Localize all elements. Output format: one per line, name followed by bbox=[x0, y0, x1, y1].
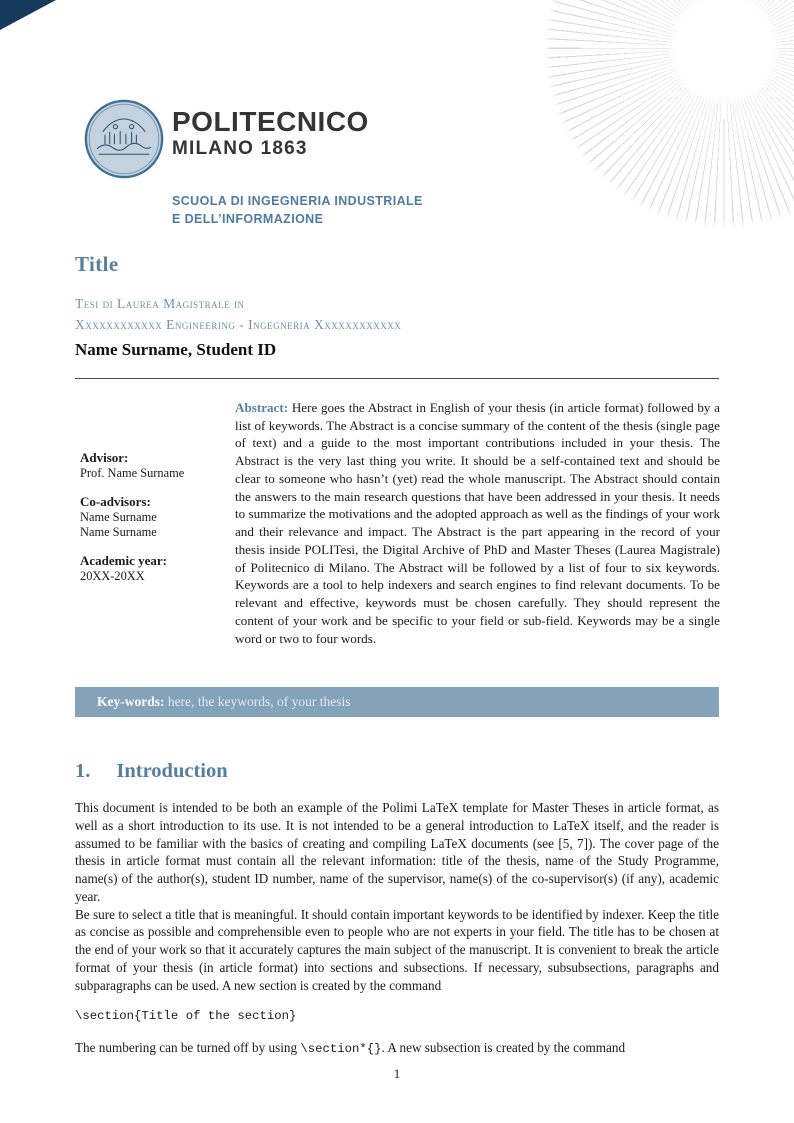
sunburst-decoration bbox=[514, 0, 794, 260]
corner-decoration bbox=[0, 0, 56, 30]
thesis-series-line2: Xxxxxxxxxxxx Engineering - Ingegneria Xxxxxxxxxxxx bbox=[75, 316, 402, 332]
abstract-paragraph bbox=[235, 399, 720, 647]
academic-year-value: 20XX-20XX bbox=[80, 568, 145, 583]
abstract-text: Here goes the Abstract in English of your thesis (in article format) followed by a list of keywords. The Abstract is a concise summary of the content of the thesis (single page of text) and a guide to the most important contributions included in your thesis. The Abstract is the very last thing you write. It should be a self-contained text and should be clear to someone who hasn’t (yet) read the whole manuscript. The Abstract should contain the answers to the main research questions that have been addressed in your thesis. It needs to summarize the motivations and the adopted approach as well as the findings of your work and their relevance and impact. The Abstract is the part appearing in the record of your thesis inside POLITesi, the Digital Archive of PhD and Master Theses (Laurea Magistrale) of Politecnico di Milano. The Abstract will be followed by a list of four to six keywords. Keywords are a tool to help indexers and search engines to find relevant documents. To be relevant and effective, keywords must be chosen carefully. They should represent the content of your work and be specific to your field or sub-field. Keywords may be a single word or two to four words. bbox=[235, 400, 720, 646]
advisor-group bbox=[80, 450, 228, 481]
advisor-name: Prof. Name Surname bbox=[80, 465, 185, 480]
coadvisors-label: Co-advisors: bbox=[80, 493, 151, 509]
horizontal-rule bbox=[75, 378, 719, 379]
section-number: 1. bbox=[75, 760, 91, 782]
intro-paragraph-3-text: . A new subsection is created by the command bbox=[381, 1039, 626, 1055]
introduction-body bbox=[75, 799, 719, 1057]
thesis-series-line1: Tesi di Laurea Magistrale in bbox=[75, 296, 245, 311]
intro-paragraph-3 bbox=[75, 1039, 719, 1058]
school-name bbox=[172, 192, 423, 228]
keywords-bar bbox=[75, 687, 719, 717]
intro-paragraph-3-text: The numbering can be turned off by using bbox=[75, 1039, 301, 1055]
school-name-line1: SCUOLA DI INGEGNERIA INDUSTRIALE bbox=[172, 194, 423, 208]
academic-year-group bbox=[80, 553, 228, 584]
latex-code-block: \section{Title of the section} bbox=[75, 1009, 297, 1024]
logo-wordmark-year: MILANO 1863 bbox=[172, 138, 308, 160]
latex-inline-code: \section*{} bbox=[300, 1041, 382, 1056]
abstract-label: Abstract: bbox=[235, 400, 289, 415]
logo-wordmark-name: POLITECNICO bbox=[172, 106, 369, 137]
keywords-label: Key-words: bbox=[97, 694, 165, 709]
academic-year-label: Academic year: bbox=[80, 553, 167, 569]
section-heading-introduction bbox=[75, 760, 228, 783]
coadvisor-name: Name Surname bbox=[80, 524, 157, 539]
keywords-text: here, the keywords, of your thesis bbox=[164, 694, 351, 709]
coadvisor-name: Name Surname bbox=[80, 509, 157, 524]
intro-paragraph-1: This document is intended to be both an example of the Polimi LaTeX template for Master Theses in article format, as well as a short introduction to its use. It is not intended to be a general introduction to LaTeX itself, and the reader is assumed to be familiar with the basics of creating and compiling LaTeX documents (see [5, 7]). The cover page of the thesis in article format must contain all the relevant information: title of the thesis, name of the Study Programme, name(s) of the author(s), student ID number, name of the supervisor, name(s) of the co-supervisor(s) (if any), academic year. bbox=[75, 800, 719, 904]
school-name-line2: E DELL’INFORMAZIONE bbox=[172, 212, 324, 227]
page-number: 1 bbox=[393, 1066, 401, 1081]
info-panel bbox=[80, 450, 228, 597]
thesis-series bbox=[75, 294, 401, 336]
logo-wordmark bbox=[172, 107, 369, 160]
coadvisors-group bbox=[80, 494, 228, 540]
polimi-seal-icon bbox=[84, 99, 164, 179]
author-line: Name Surname, Student ID bbox=[75, 340, 277, 359]
section-title: Introduction bbox=[116, 760, 228, 782]
intro-paragraph-2: Be sure to select a title that is meaningful. It should contain important keywords to be identified by indexer. Keep the title as concise as possible and comprehensible even to people who are not experts in your field. The title has to be chosen at the end of your work so that it accurately captures the main subject of the manuscript. It is convenient to break the article format of your thesis (in article format) into sections and subsections. If necessary, subsubsections, paragraphs and subparagraphs can be used. A new section is created by the command bbox=[75, 906, 719, 993]
thesis-title: Title bbox=[75, 252, 119, 276]
advisor-label: Advisor: bbox=[80, 450, 129, 465]
